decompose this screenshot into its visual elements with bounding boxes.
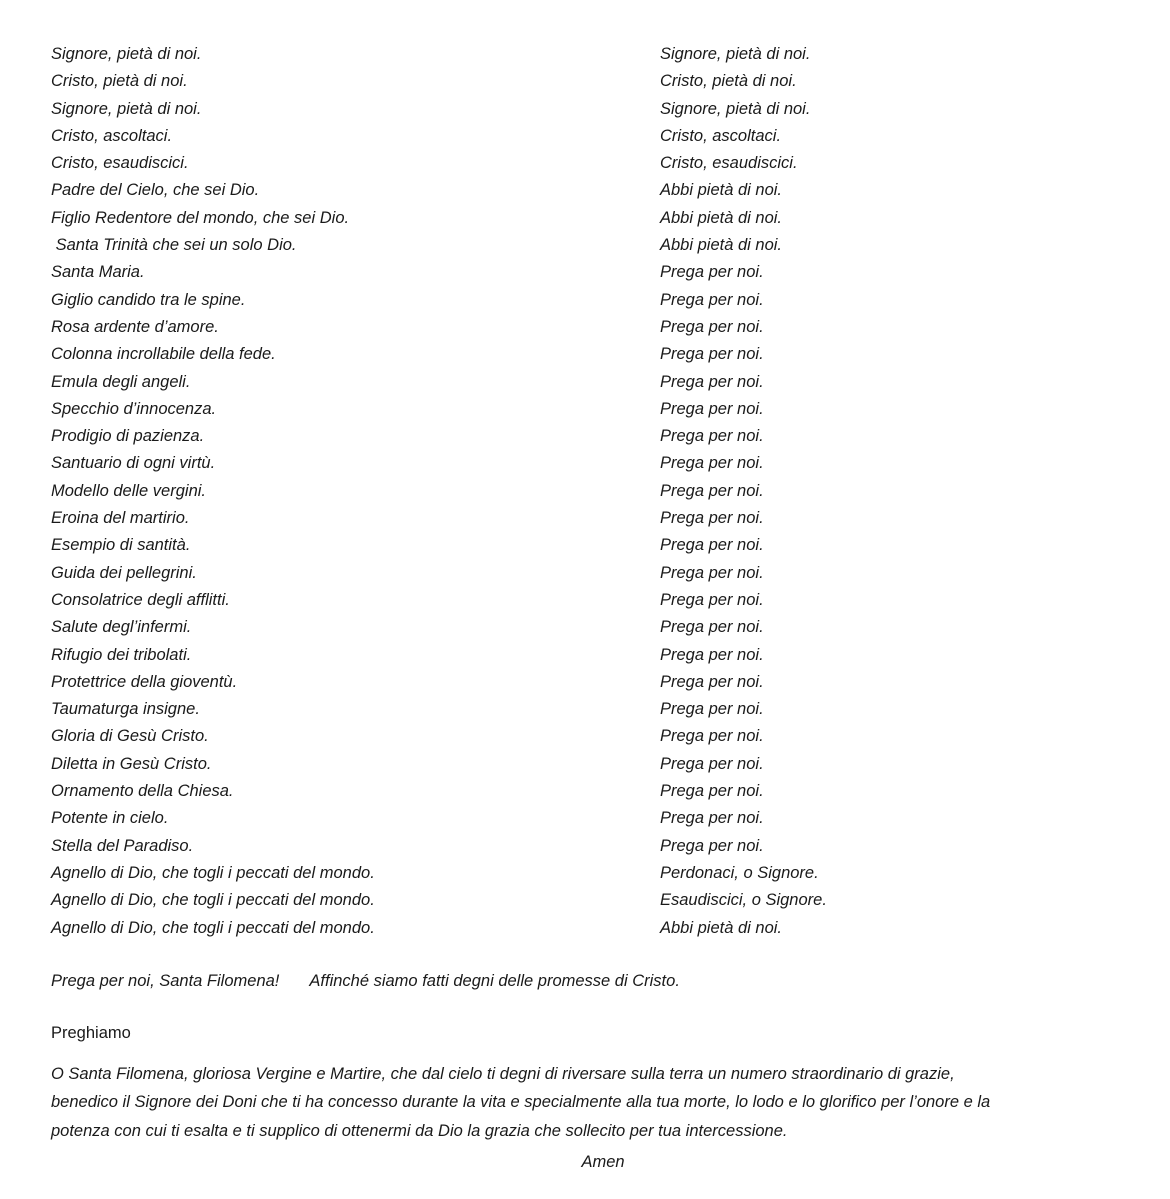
litany-invocation: Guida dei pellegrini. — [51, 563, 197, 582]
prayer-line: benedico il Signore dei Doni che ti ha concesso durante la vita e specialmente alla tua morte, lo lodo e lo glorifico per l’onore e la — [51, 1093, 991, 1112]
litany-invocation: Specchio d’innocenza. — [51, 399, 217, 418]
amen-line: Amen — [581, 1153, 625, 1172]
litany-invocation: Cristo, pietà di noi. — [51, 72, 188, 91]
litany-row — [51, 915, 1170, 942]
litany-response: Prega per noi. — [660, 317, 764, 336]
litany-invocation: Cristo, ascoltaci. — [51, 126, 173, 145]
litany-invocation: Signore, pietà di noi. — [51, 99, 202, 118]
litany-row — [51, 423, 1170, 450]
litany-row — [51, 314, 1170, 341]
litany-response: Cristo, ascoltaci. — [660, 126, 782, 145]
litany-invocation: Agnello di Dio, che togli i peccati del mondo. — [51, 891, 375, 910]
litany-response: Abbi pietà di noi. — [660, 918, 783, 937]
litany-row — [51, 478, 1170, 505]
closing-prayer — [51, 1060, 1170, 1146]
litany-row — [51, 450, 1170, 477]
litany-response: Prega per noi. — [660, 563, 764, 582]
litany-row — [51, 642, 1170, 669]
litany-invocation: Stella del Paradiso. — [51, 836, 194, 855]
litany-row — [51, 96, 1170, 123]
litany-row — [51, 123, 1170, 150]
litany-response: Prega per noi. — [660, 754, 764, 773]
litany-invocation: Santa Maria. — [51, 263, 145, 282]
litany-invocation: Colonna incrollabile della fede. — [51, 345, 276, 364]
litany-invocation: Taumaturga insigne. — [51, 700, 200, 719]
litany-invocation: Agnello di Dio, che togli i peccati del mondo. — [51, 863, 375, 882]
litany-row — [51, 532, 1170, 559]
litany-invocation: Rifugio dei tribolati. — [51, 645, 192, 664]
litany-row — [51, 805, 1170, 832]
litany-response: Perdonaci, o Signore. — [660, 863, 819, 882]
litany-row — [51, 833, 1170, 860]
litany-response: Signore, pietà di noi. — [660, 99, 811, 118]
litany-invocation: Signore, pietà di noi. — [51, 45, 202, 63]
litany-invocation: Esempio di santità. — [51, 536, 191, 555]
litany-invocation: Figlio Redentore del mondo, che sei Dio. — [51, 208, 350, 227]
litany-response: Abbi pietà di noi. — [660, 208, 783, 227]
litany-invocation: Consolatrice degli afflitti. — [51, 590, 230, 609]
litany-response: Prega per noi. — [660, 509, 764, 528]
litany-invocation: Agnello di Dio, che togli i peccati del mondo. — [51, 918, 375, 937]
litany-response: Esaudiscici, o Signore. — [660, 891, 827, 910]
litany-row — [51, 614, 1170, 641]
litany-row — [51, 177, 1170, 204]
litany-row — [51, 669, 1170, 696]
litany-response: Prega per noi. — [660, 427, 764, 446]
litany-response: Prega per noi. — [660, 536, 764, 555]
litany-response: Prega per noi. — [660, 782, 764, 801]
litany-row — [51, 587, 1170, 614]
versicle-line — [51, 968, 1170, 995]
litany-invocation: Eroina del martirio. — [51, 509, 190, 528]
litany-response: Prega per noi. — [660, 263, 764, 282]
section-label: Preghiamo — [51, 1023, 131, 1042]
litany-invocation: Potente in cielo. — [51, 809, 169, 828]
litany-response: Prega per noi. — [660, 590, 764, 609]
litany-invocation: Giglio candido tra le spine. — [51, 290, 246, 309]
litany-invocation: Gloria di Gesù Cristo. — [51, 727, 209, 746]
litany-row — [51, 396, 1170, 423]
litany-row — [51, 723, 1170, 750]
litany-response: Prega per noi. — [660, 618, 764, 637]
litany-response: Prega per noi. — [660, 290, 764, 309]
litany-row — [51, 887, 1170, 914]
litany-invocation: Santuario di ogni virtù. — [51, 454, 216, 473]
litany-row — [51, 696, 1170, 723]
litany-row — [51, 751, 1170, 778]
litany-row — [51, 205, 1170, 232]
litany-row — [51, 560, 1170, 587]
litany-row — [51, 68, 1170, 95]
litany-response: Cristo, pietà di noi. — [660, 72, 797, 91]
litany-row — [51, 150, 1170, 177]
litany-row — [51, 259, 1170, 286]
litany-row — [51, 505, 1170, 532]
litany-response: Abbi pietà di noi. — [660, 181, 783, 200]
litany-response: Prega per noi. — [660, 836, 764, 855]
litany-response: Prega per noi. — [660, 727, 764, 746]
litany-response: Prega per noi. — [660, 372, 764, 391]
prayer-line: O Santa Filomena, gloriosa Vergine e Martire, che dal cielo ti degni di riversare sulla terra un numero straordinario di grazie, — [51, 1064, 955, 1083]
litany-response: Signore, pietà di noi. — [660, 45, 811, 63]
litany-invocation: Ornamento della Chiesa. — [51, 782, 234, 801]
litany-response: Prega per noi. — [660, 672, 764, 691]
versicle-response: Affinché siamo fatti degni delle promesse di Cristo. — [309, 971, 680, 990]
litany-invocation: Salute degl’infermi. — [51, 618, 192, 637]
litany-row — [51, 369, 1170, 396]
litany-response: Prega per noi. — [660, 645, 764, 664]
litany-response: Abbi pietà di noi. — [660, 236, 783, 255]
litany-row — [51, 232, 1170, 259]
litany-response: Prega per noi. — [660, 700, 764, 719]
litany-row — [51, 341, 1170, 368]
litany-row — [51, 287, 1170, 314]
litany-invocation: Prodigio di pazienza. — [51, 427, 205, 446]
litany-invocation: Modello delle vergini. — [51, 481, 207, 500]
litany-response: Prega per noi. — [660, 481, 764, 500]
prayer-line: potenza con cui ti esalta e ti supplico di ottenermi da Dio la grazia che sollecito per tua intercessione. — [51, 1121, 788, 1140]
litany-invocation: Rosa ardente d’amore. — [51, 317, 219, 336]
litany-invocation: Emula degli angeli. — [51, 372, 191, 391]
litany-row — [51, 860, 1170, 887]
litany-invocation: Protettrice della gioventù. — [51, 672, 238, 691]
litany-response: Prega per noi. — [660, 345, 764, 364]
litany-invocation: Diletta in Gesù Cristo. — [51, 754, 212, 773]
litany-response: Cristo, esaudiscici. — [660, 154, 798, 173]
litany-invocation: Santa Trinità che sei un solo Dio. — [51, 236, 297, 255]
litany-invocation: Padre del Cielo, che sei Dio. — [51, 181, 260, 200]
versicle-call: Prega per noi, Santa Filomena! — [51, 971, 280, 990]
litany-invocation: Cristo, esaudiscici. — [51, 154, 189, 173]
litany-response: Prega per noi. — [660, 454, 764, 473]
litany — [51, 41, 1170, 942]
litany-row — [51, 778, 1170, 805]
litany-response: Prega per noi. — [660, 399, 764, 418]
litany-response: Prega per noi. — [660, 809, 764, 828]
litany-row — [51, 41, 1170, 68]
